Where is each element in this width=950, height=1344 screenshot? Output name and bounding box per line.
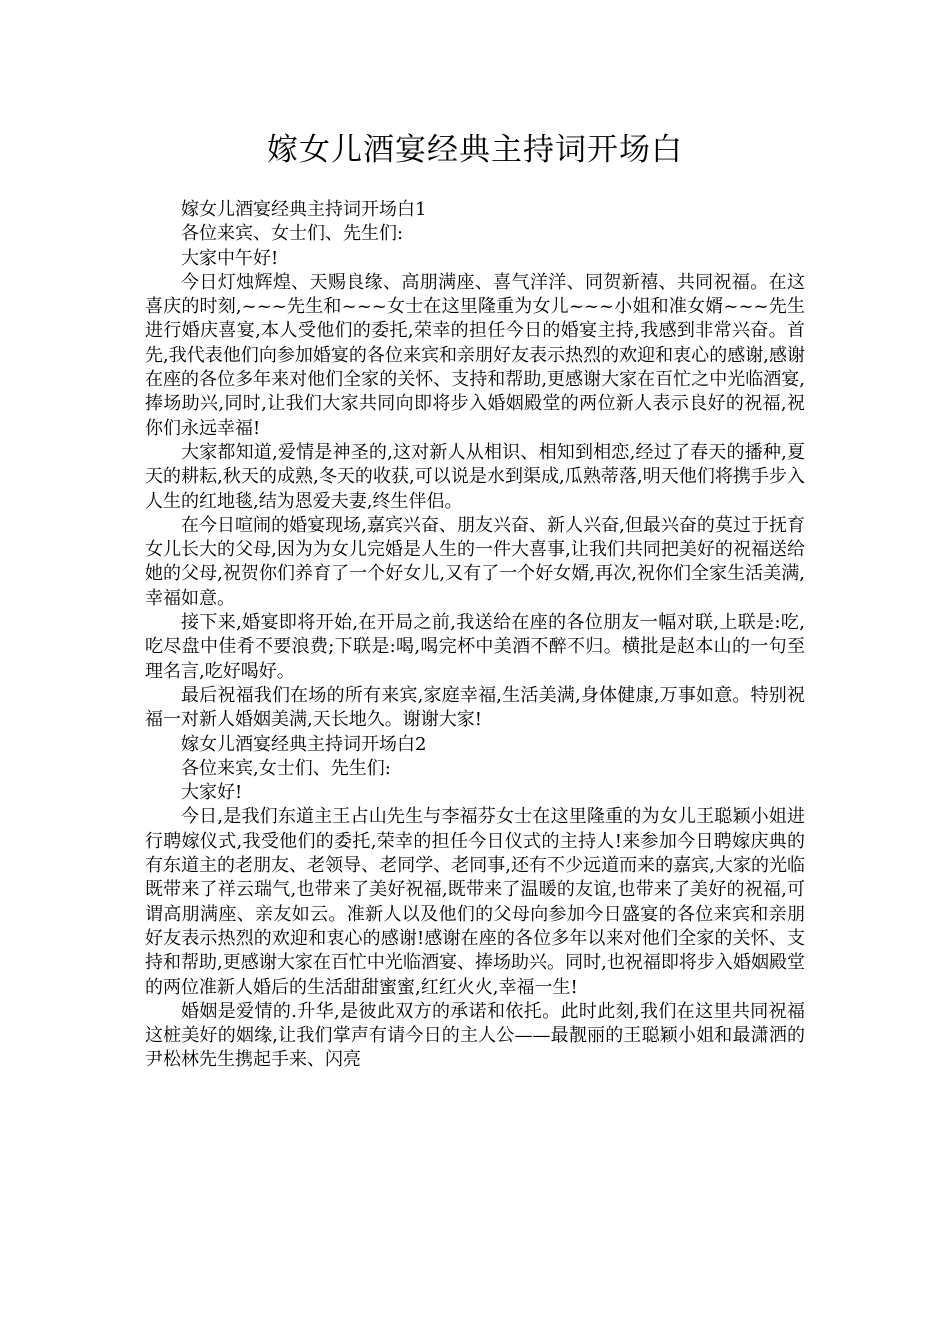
paragraph-hello-2: 大家好! <box>181 782 243 804</box>
paragraph: 接下来,婚宴即将开始,在开局之前,我送给在座的各位朋友一幅对联,上联是:吃,吃尽盘中佳肴不要浪费;下联是:喝,喝完杯中美酒不醉不归。横批是赵本山的一句至理名言,吃好喝好。 <box>145 612 805 682</box>
paragraph: 最后祝福我们在场的所有来宾,家庭幸福,生活美满,身体健康,万事如意。特别祝福一对新人婚姻美满,天长地久。谢谢大家! <box>145 684 805 731</box>
paragraph: 今日灯烛辉煌、天赐良缘、高朋满座、喜气洋洋、同贺新禧、共同祝福。在这喜庆的时刻,~~~先生和~~~女士在这里隆重为女儿~~~小姐和准女婿~~~先生进行婚庆喜宴,本人受他们的委托,荣幸的担任今日的婚宴主持,我感到非常兴奋。首先,我代表他们向参加婚宴的各位来宾和亲朋好友表示热烈的欢迎和衷心的感谢,感谢在座的各位多年来对他们全家的关怀、支持和帮助,更感谢大家在百忙之中光临酒宴,捧场助兴,同时,让我们大家共同向即将步入婚姻殿堂的两位新人表示良好的祝福,祝你们永远幸福! <box>145 271 805 439</box>
paragraph: 今日,是我们东道主王占山先生与李福芬女士在这里隆重的为女儿王聪颖小姐进行聘嫁仪式,我受他们的委托,荣幸的担任今日仪式的主持人!来参加今日聘嫁庆典的有东道主的老朋友、老领导、老同学、老同事,还有不少远道而来的嘉宾,大家的光临既带来了祥云瑞气,也带来了美好祝福,既带来了温暖的友谊,也带来了美好的祝福,可谓高朋满座、亲友如云。准新人以及他们的父母向参加今日盛宴的各位来宾和亲朋好友表示热烈的欢迎和衷心的感谢!感谢在座的各位多年以来对他们全家的关怀、支持和帮助,更感谢大家在百忙中光临酒宴、捧场助兴。同时,也祝福即将步入婚姻殿堂的两位准新人婚后的生活甜甜蜜蜜,红红火火,幸福一生! <box>145 806 805 998</box>
paragraph: 婚姻是爱情的.升华,是彼此双方的承诺和依托。此时此刻,我们在这里共同祝福这桩美好的姻缘,让我们掌声有请今日的主人公——最靓丽的王聪颖小姐和最潇洒的尹松林先生携起手来、闪亮 <box>145 1000 805 1071</box>
paragraph: 大家都知道,爱情是神圣的,这对新人从相识、相知到相恋,经过了春天的播种,夏天的耕耘,秋天的成熟,冬天的收获,可以说是水到渠成,瓜熟蒂落,明天他们将携手步入人生的红地毯,结为恩爱夫妻,终生伴侣。 <box>145 441 805 512</box>
document-title: 嫁女儿酒宴经典主持词开场白 <box>267 132 683 168</box>
paragraph-heading-2: 嫁女儿酒宴经典主持词开场白2 <box>181 733 427 755</box>
paragraph-hello-1: 大家中午好! <box>181 247 279 269</box>
paragraph-greeting-2: 各位来宾,女士们、先生们: <box>181 757 391 779</box>
paragraph-heading-1: 嫁女儿酒宴经典主持词开场白1 <box>181 199 427 220</box>
paragraph-greeting-1: 各位来宾、女士们、先生们: <box>181 223 404 245</box>
document-body <box>145 198 805 1073</box>
paragraph: 在今日喧闹的婚宴现场,嘉宾兴奋、朋友兴奋、新人兴奋,但最兴奋的莫过于抚育女儿长大的父母,因为为女儿完婚是人生的一件大喜事,让我们共同把美好的祝福送给她的父母,祝贺你们养育了一个好女儿,又有了一个好女婿,再次,祝你们全家生活美满,幸福如意。 <box>145 514 805 609</box>
